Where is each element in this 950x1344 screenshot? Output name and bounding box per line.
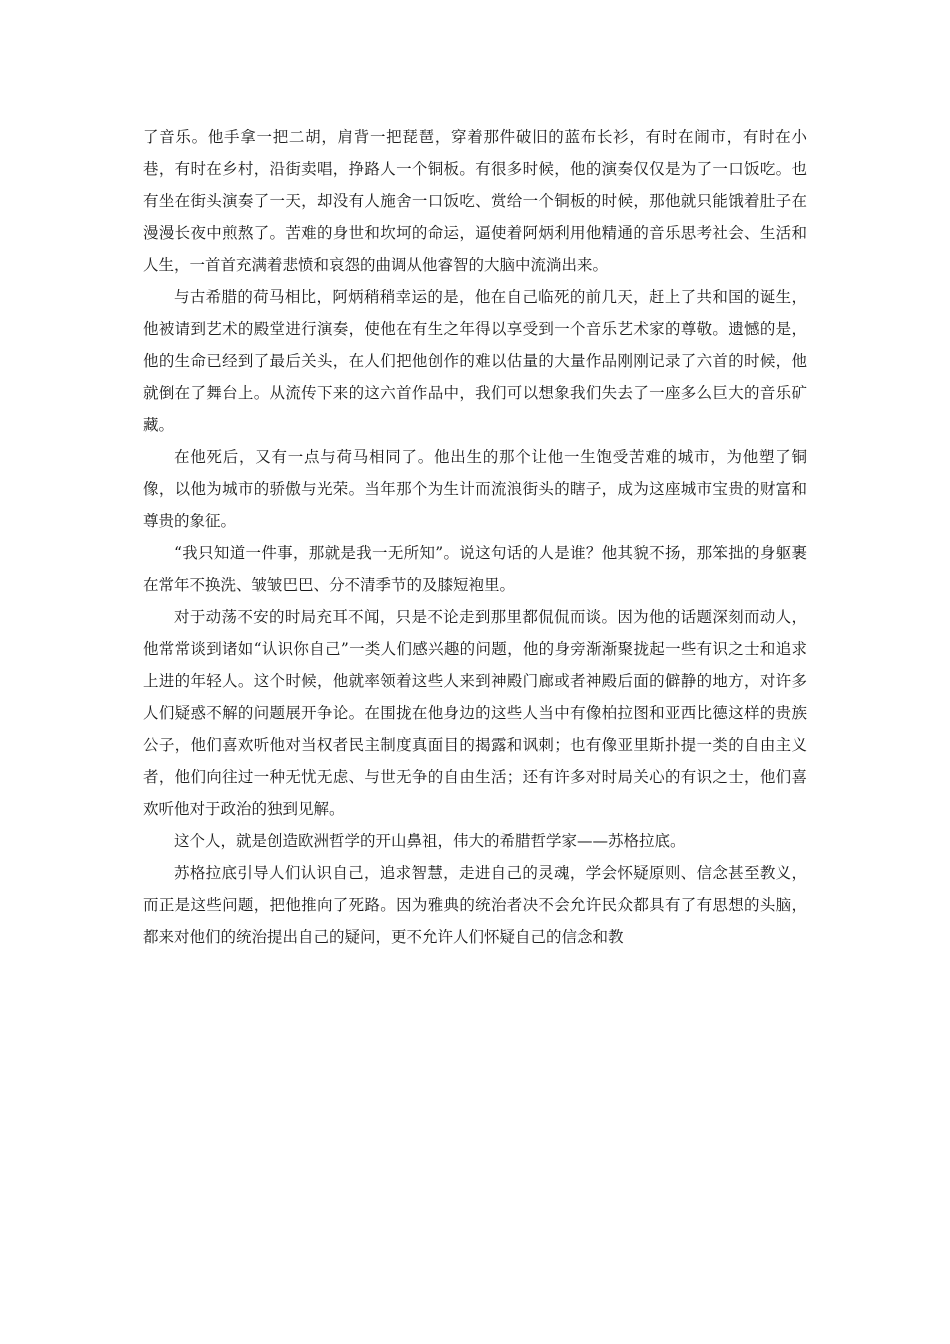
paragraph-quote: “我只知道一件事，那就是我一无所知”。说这句话的人是谁？他其貌不扬，那笨拙的身躯裹在常年不换洗、皱皱巴巴、分不清季节的及膝短袍里。 — [143, 544, 807, 594]
body-text — [143, 121, 807, 953]
paragraph-socrates-fate: 苏格拉底引导人们认识自己，追求智慧，走进自己的灵魂，学会怀疑原则、信念甚至教义，而正是这些问题，把他推向了死路。因为雅典的统治者决不会允许民众都具有了有思想的头脑，都来对他们的统治提出自己的疑问，更不允许人们怀疑自己的信念和教 — [143, 864, 807, 946]
paragraph-abing-fortune: 与古希腊的荷马相比，阿炳稍稍幸运的是，他在自己临死的前几天，赶上了共和国的诞生，他被请到艺术的殿堂进行演奏，使他在有生之年得以享受到一个音乐艺术家的尊敬。遗憾的是，他的生命已经到了最后关头，在人们把他创作的难以估量的大量作品刚刚记录了六首的时候，他就倒在了舞台上。从流传下来的这六首作品中，我们可以想象我们失去了一座多么巨大的音乐矿藏。 — [143, 288, 807, 434]
paragraph-socrates-reveal: 这个人，就是创造欧洲哲学的开山鼻祖，伟大的希腊哲学家——苏格拉底。 — [174, 832, 686, 850]
paragraph-continuation: 了音乐。他手拿一把二胡，肩背一把琵琶，穿着那件破旧的蓝布长衫，有时在闹市，有时在小巷，有时在乡村，沿街卖唱，挣路人一个铜板。有很多时候，他的演奏仅仅是为了一口饭吃。也有坐在街头演奏了一天，却没有人施舍一口饭吃、赏给一个铜板的时候，那他就只能饿着肚子在漫漫长夜中煎熬了。苦难的身世和坎坷的命运，逼使着阿炳利用他精通的音乐思考社会、生活和人生，一首首充满着悲愤和哀怨的曲调从他睿智的大脑中流淌出来。 — [143, 128, 807, 274]
paragraph-after-death: 在他死后，又有一点与荷马相同了。他出生的那个让他一生饱受苦难的城市，为他塑了铜像，以他为城市的骄傲与光荣。当年那个为生计而流浪街头的瞎子，成为这座城市宝贵的财富和尊贵的象征。 — [143, 448, 807, 530]
paragraph-discussions: 对于动荡不安的时局充耳不闻，只是不论走到那里都侃侃而谈。因为他的话题深刻而动人，他常常谈到诸如“认识你自己”一类人们感兴趣的问题，他的身旁渐渐聚拢起一些有识之士和追求上进的年轻人。这个时候，他就率领着这些人来到神殿门廊或者神殿后面的僻静的地方，对许多人们疑惑不解的问题展开争论。在围拢在他身边的这些人当中有像柏拉图和亚西比德这样的贵族公子，他们喜欢听他对当权者民主制度真面目的揭露和讽刺；也有像亚里斯扑提一类的自由主义者，他们向往过一种无忧无虑、与世无争的自由生活；还有许多对时局关心的有识之士，他们喜欢听他对于政治的独到见解。 — [143, 608, 807, 818]
